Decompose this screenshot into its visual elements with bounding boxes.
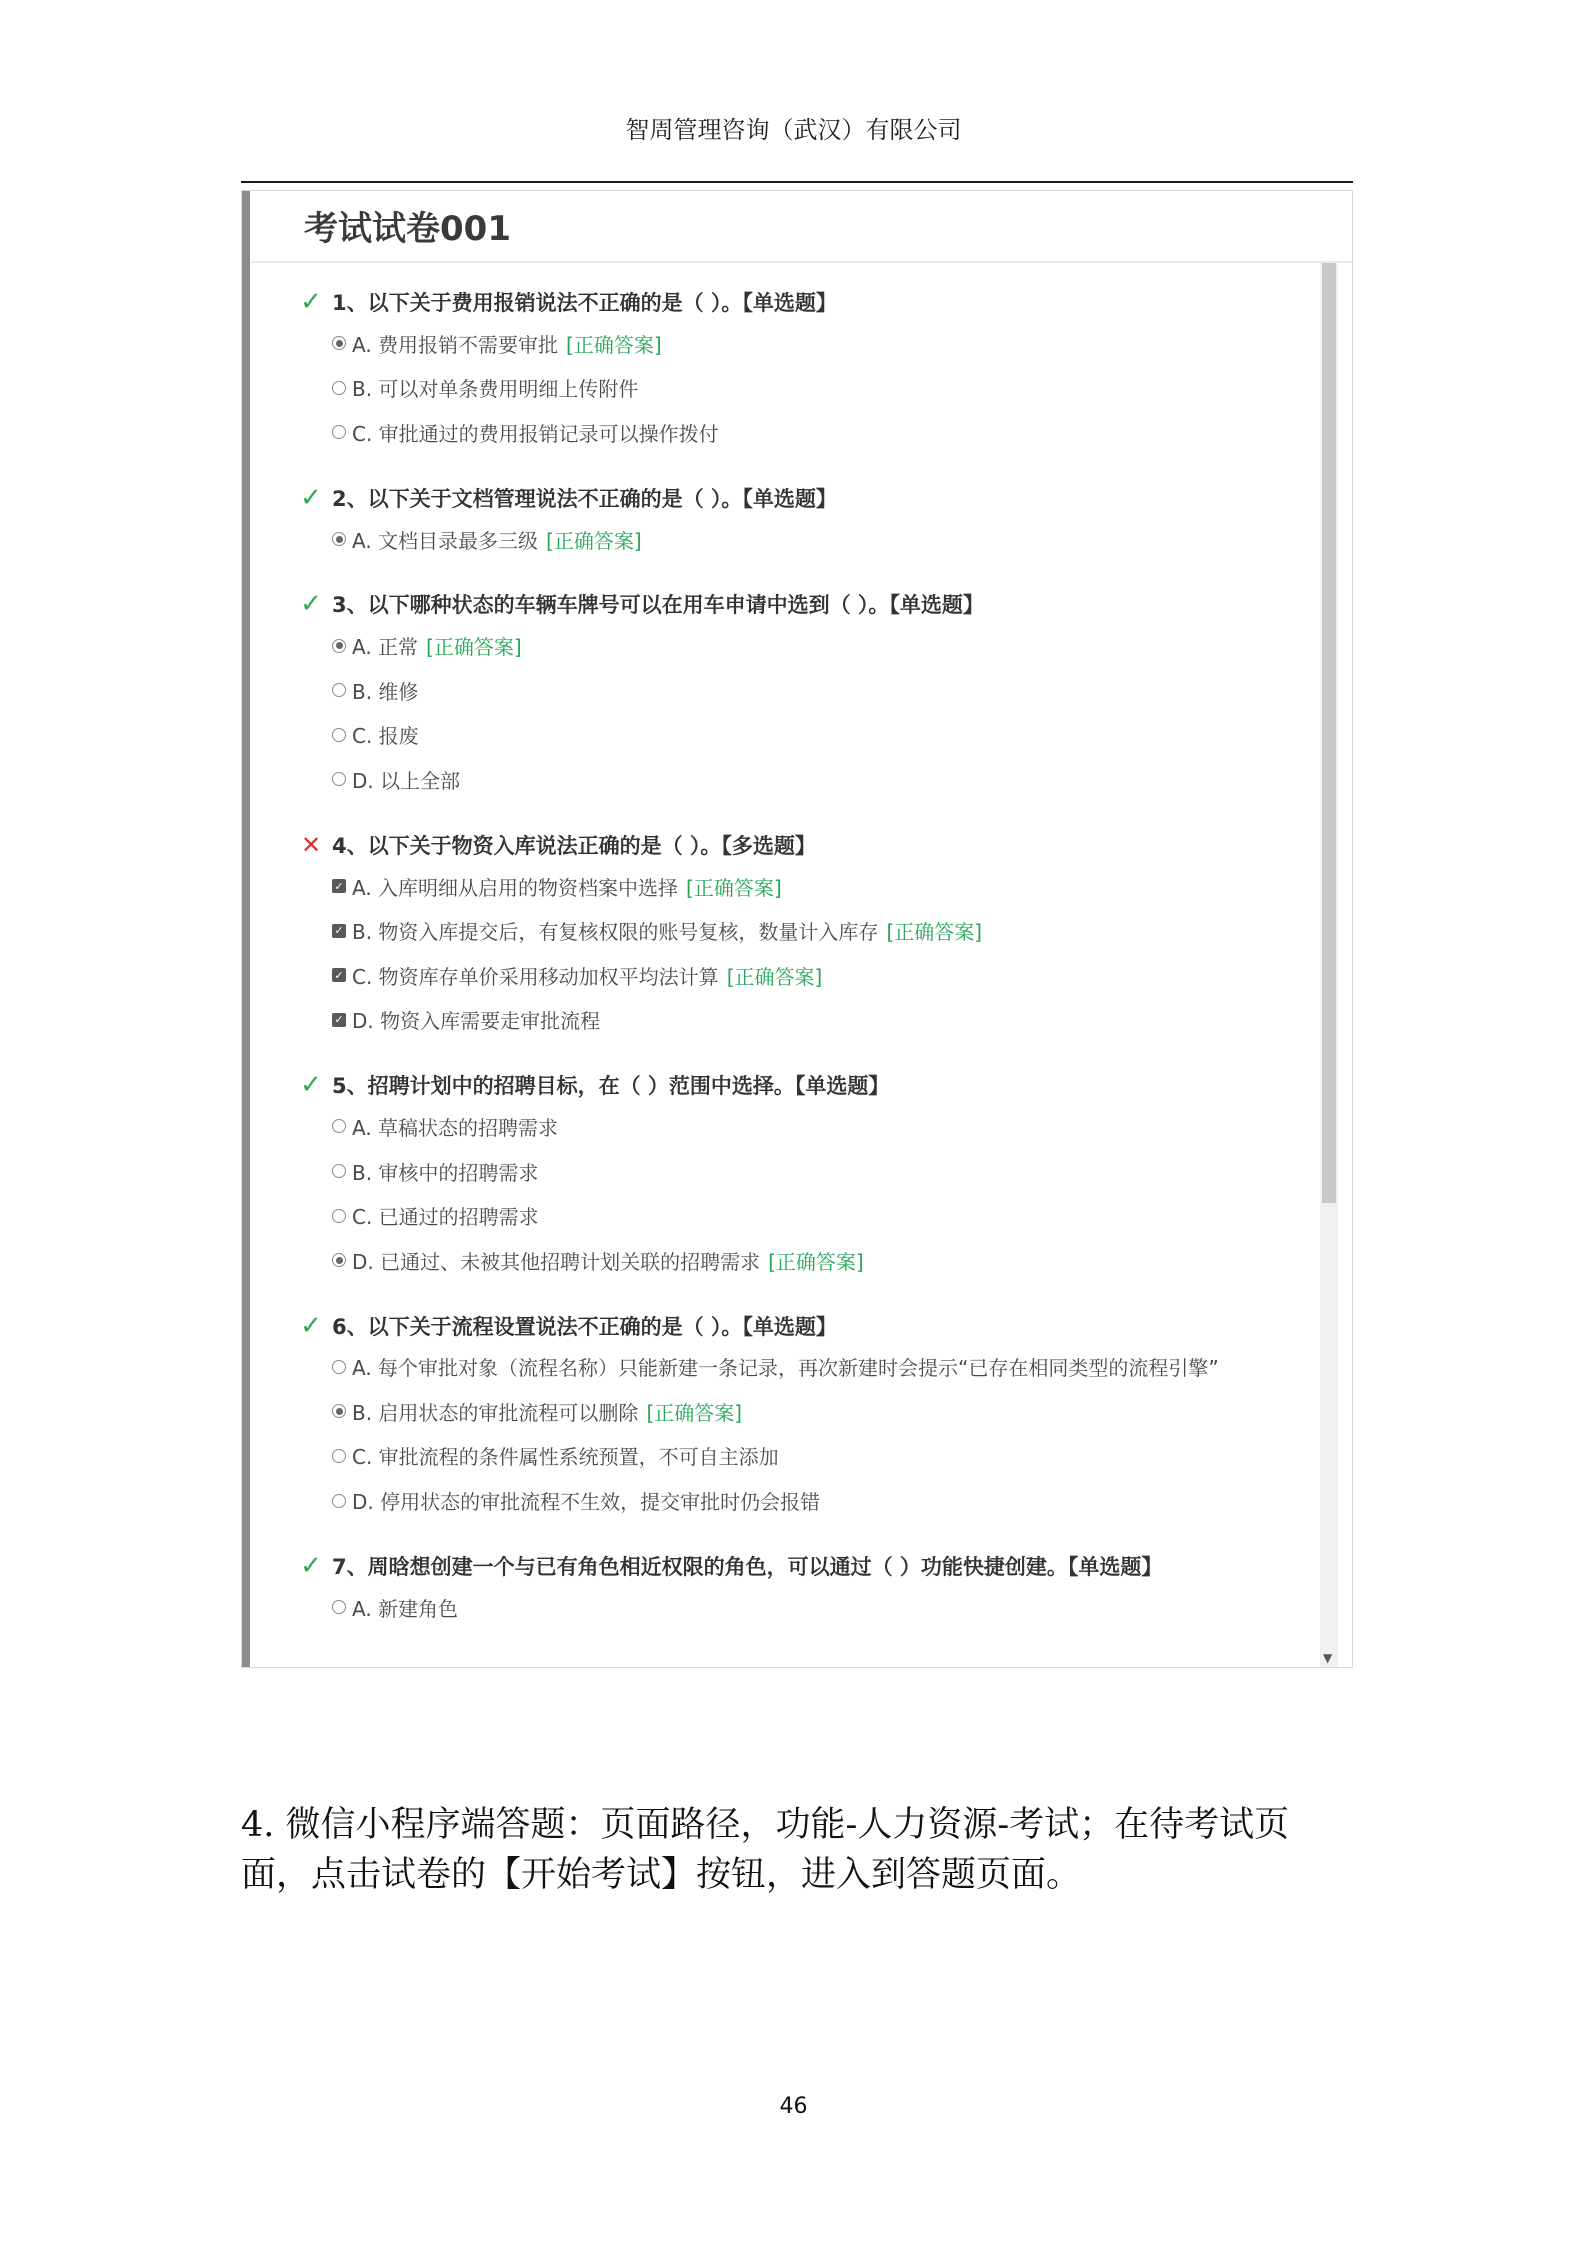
- option-label: A. 草稿状态的招聘需求: [352, 1115, 559, 1140]
- checkbox-checked-icon[interactable]: ✓: [332, 924, 346, 938]
- question-header: [294, 826, 1294, 864]
- radio-icon[interactable]: [332, 1600, 346, 1614]
- option-label: A. 费用报销不需要审批: [352, 332, 559, 357]
- correct-answer-tag: [正确答案]: [546, 528, 642, 553]
- document-header-title: 智周管理咨询（武汉）有限公司: [625, 116, 962, 144]
- correct-check-icon: ✓: [300, 589, 322, 620]
- radio-icon[interactable]: [332, 772, 346, 786]
- radio-icon[interactable]: [332, 1119, 346, 1133]
- radio-icon[interactable]: [332, 1360, 346, 1374]
- question-item: [294, 826, 1294, 1042]
- question-text: 4、以下关于物资入库说法正确的是（ ）。【多选题】: [332, 833, 816, 858]
- answer-option[interactable]: [294, 517, 1294, 562]
- answer-option[interactable]: [294, 1389, 1294, 1434]
- scrollbar[interactable]: [1320, 263, 1338, 1667]
- option-label: A. 入库明细从启用的物资档案中选择: [352, 875, 679, 900]
- question-text: 2、以下关于文档管理说法不正确的是（ ）。【单选题】: [332, 486, 837, 511]
- body-paragraph: 4. 微信小程序端答题：页面路径，功能-人力资源-考试；在待考试页面，点击试卷的【开始考试】按钮，进入到答题页面。: [241, 1805, 1290, 1895]
- option-label: C. 已通过的招聘需求: [352, 1205, 539, 1230]
- answer-option[interactable]: [294, 623, 1294, 668]
- radio-selected-icon[interactable]: [332, 1404, 346, 1418]
- radio-icon[interactable]: [332, 1449, 346, 1463]
- answer-option[interactable]: [294, 953, 1294, 998]
- question-header: [294, 1307, 1294, 1345]
- option-label: D. 以上全部: [352, 768, 461, 793]
- option-label: B. 启用状态的审批流程可以删除: [352, 1400, 639, 1425]
- question-header: [294, 1547, 1294, 1585]
- answer-option[interactable]: [294, 1238, 1294, 1283]
- checkbox-checked-icon[interactable]: ✓: [332, 879, 346, 893]
- option-label: C. 报废: [352, 724, 419, 749]
- question-item: [294, 1066, 1294, 1282]
- question-item: [294, 1307, 1294, 1523]
- option-label: D. 物资入库需要走审批流程: [352, 1009, 601, 1034]
- correct-answer-tag: [正确答案]: [726, 964, 823, 989]
- option-label: B. 维修: [352, 679, 419, 704]
- option-label: A. 正常: [352, 635, 419, 660]
- answer-option[interactable]: [294, 757, 1294, 802]
- option-label: A. 新建角色: [352, 1596, 459, 1621]
- question-header: [294, 585, 1294, 623]
- header-divider: [241, 181, 1353, 183]
- answer-option[interactable]: [294, 366, 1294, 411]
- answer-option[interactable]: [294, 1434, 1294, 1479]
- radio-selected-icon[interactable]: [332, 639, 346, 653]
- answer-option[interactable]: [294, 321, 1294, 366]
- option-label: D. 停用状态的审批流程不生效，提交审批时仍会报错: [352, 1490, 821, 1515]
- option-label: D. 已通过、未被其他招聘计划关联的招聘需求: [352, 1249, 761, 1274]
- question-item: [294, 283, 1294, 455]
- question-item: [294, 1547, 1294, 1630]
- correct-check-icon: ✓: [300, 482, 322, 513]
- answer-option[interactable]: [294, 1193, 1294, 1238]
- answer-option[interactable]: [294, 1149, 1294, 1194]
- correct-answer-tag: [正确答案]: [768, 1249, 864, 1274]
- answer-option[interactable]: [294, 410, 1294, 455]
- question-item: [294, 585, 1294, 801]
- exam-title: 考试试卷001: [304, 209, 511, 249]
- answer-option[interactable]: [294, 1104, 1294, 1149]
- radio-icon[interactable]: [332, 425, 346, 439]
- option-label: A. 文档目录最多三级: [352, 528, 539, 553]
- radio-selected-icon[interactable]: [332, 1253, 346, 1267]
- question-header: [294, 283, 1294, 321]
- question-text: 6、以下关于流程设置说法不正确的是（ ）。【单选题】: [332, 1314, 837, 1339]
- correct-answer-tag: [正确答案]: [646, 1400, 743, 1425]
- option-label: B. 审核中的招聘需求: [352, 1160, 539, 1185]
- question-list: [294, 283, 1294, 1653]
- question-text: 5、招聘计划中的招聘目标，在（ ）范围中选择。【单选题】: [332, 1074, 890, 1099]
- answer-option[interactable]: [294, 1585, 1294, 1630]
- answer-option[interactable]: [294, 864, 1294, 909]
- radio-icon[interactable]: [332, 683, 346, 697]
- correct-check-icon: ✓: [300, 1550, 322, 1581]
- radio-icon[interactable]: [332, 1209, 346, 1223]
- question-text: 3、以下哪种状态的车辆车牌号可以在用车申请中选到（ ）。【单选题】: [332, 593, 984, 618]
- radio-icon[interactable]: [332, 1164, 346, 1178]
- option-label: C. 审批通过的费用报销记录可以操作拨付: [352, 421, 719, 446]
- answer-option[interactable]: [294, 1478, 1294, 1523]
- radio-icon[interactable]: [332, 381, 346, 395]
- correct-check-icon: ✓: [300, 1070, 322, 1101]
- scroll-down-arrow-icon[interactable]: ▼: [1323, 1651, 1333, 1665]
- checkbox-checked-icon[interactable]: ✓: [332, 1013, 346, 1027]
- question-item: [294, 479, 1294, 562]
- correct-check-icon: ✓: [300, 287, 322, 317]
- correct-check-icon: ✓: [300, 1310, 322, 1341]
- option-label: B. 可以对单条费用明细上传附件: [352, 377, 639, 402]
- radio-icon[interactable]: [332, 1494, 346, 1508]
- answer-option[interactable]: [294, 713, 1294, 758]
- option-label: A. 每个审批对象（流程名称）只能新建一条记录，再次新建时会提示“已存在相同类型的流程引擎”: [352, 1356, 1219, 1381]
- option-label: C. 审批流程的条件属性系统预置，不可自主添加: [352, 1445, 779, 1470]
- checkbox-checked-icon[interactable]: ✓: [332, 968, 346, 982]
- option-label: B. 物资入库提交后，有复核权限的账号复核，数量计入库存: [352, 920, 879, 945]
- page-number: 46: [779, 2094, 808, 2119]
- title-divider: [250, 261, 1352, 263]
- correct-answer-tag: [正确答案]: [426, 635, 522, 660]
- correct-answer-tag: [正确答案]: [886, 920, 983, 945]
- scrollbar-thumb[interactable]: [1322, 263, 1336, 1203]
- option-label: C. 物资库存单价采用移动加权平均法计算: [352, 964, 719, 989]
- radio-icon[interactable]: [332, 728, 346, 742]
- answer-option[interactable]: [294, 908, 1294, 953]
- wrong-cross-icon: ✕: [300, 830, 322, 859]
- answer-option[interactable]: [294, 668, 1294, 713]
- question-text: 1、以下关于费用报销说法不正确的是（ ）。【单选题】: [332, 291, 837, 315]
- answer-option[interactable]: [294, 998, 1294, 1043]
- correct-answer-tag: [正确答案]: [686, 875, 782, 900]
- radio-selected-icon[interactable]: [332, 532, 346, 546]
- question-header: [294, 479, 1294, 517]
- question-header: [294, 1066, 1294, 1104]
- correct-answer-tag: [正确答案]: [566, 332, 662, 357]
- radio-selected-icon[interactable]: [332, 336, 346, 350]
- answer-option[interactable]: [294, 1345, 1294, 1390]
- exam-screenshot: [241, 190, 1353, 1668]
- question-text: 7、周晗想创建一个与已有角色相近权限的角色，可以通过（ ）功能快捷创建。【单选题】: [332, 1554, 1163, 1579]
- screenshot-left-border: [242, 191, 250, 1667]
